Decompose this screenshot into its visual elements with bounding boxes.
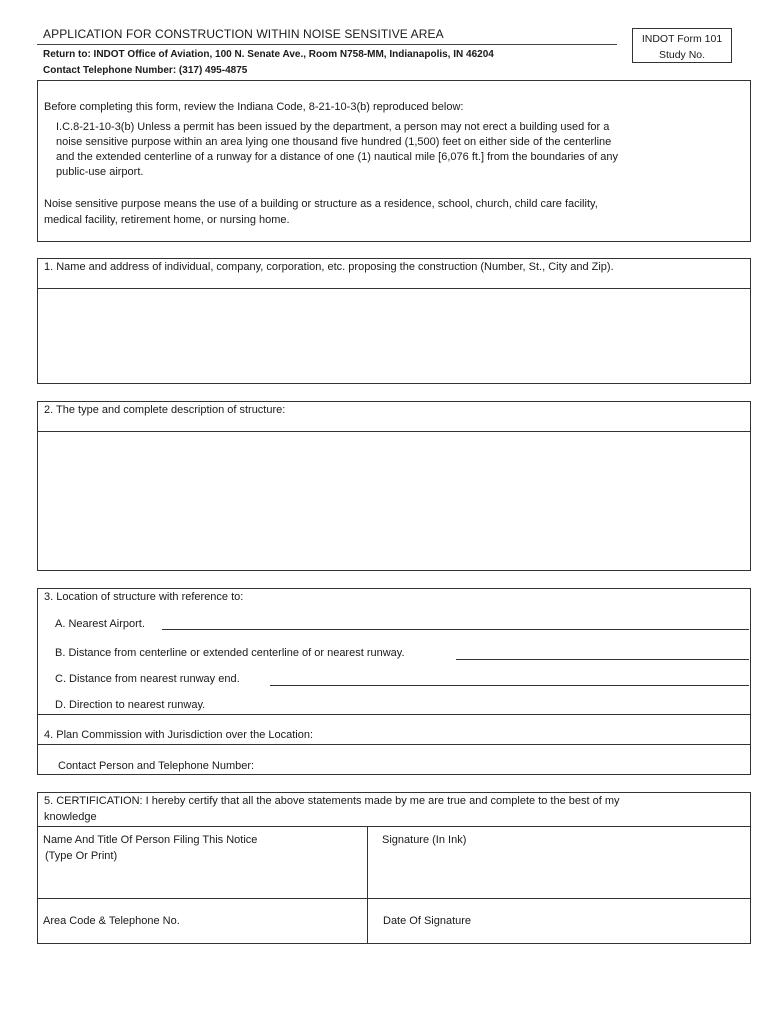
form-title: APPLICATION FOR CONSTRUCTION WITHIN NOISE SENSITIVE AREA [43,27,444,41]
type-print-label: (Type Or Print) [45,850,118,862]
section-3-4-box [37,588,751,775]
section-1-label: 1. Name and address of individual, company, corporation, etc. proposing the construction (Number, St., City and Zip). [44,261,614,273]
phone-label: Area Code & Telephone No. [43,915,180,927]
title-underline [37,44,617,45]
code-line-4: public-use airport. [56,166,144,178]
section-4-label: 4. Plan Commission with Jurisdiction over the Location: [44,729,314,741]
contact-telephone: Contact Telephone Number: (317) 495-4875 [43,65,248,76]
section-1-box [37,258,751,384]
signature-label: Signature (In Ink) [382,834,467,846]
distance-runway-end-field[interactable] [270,685,749,686]
name-title-label: Name And Title Of Person Filing This Notice [43,834,258,846]
direction-runway-label: D. Direction to nearest runway. [55,699,206,711]
section-2-label: 2. The type and complete description of structure: [44,404,286,416]
name-address-field[interactable] [38,289,750,383]
section-4-divider [38,744,750,745]
intro-lead: Before completing this form, review the Indiana Code, 8-21-10-3(b) reproduced below: [44,101,464,113]
structure-description-field[interactable] [38,432,750,570]
code-line-2: noise sensitive purpose within an area lying one thousand five hundred (1,500) feet on either side of the centerline [56,136,612,148]
section-3-4-divider [38,714,750,715]
distance-centerline-field[interactable] [456,659,749,660]
section-5-divider [38,826,750,827]
name-title-field[interactable] [38,868,366,897]
section-3-label: 3. Location of structure with reference to: [44,591,244,603]
certification-line-1: 5. CERTIFICATION: I hereby certify that all the above statements made by me are true and complete to the best of my [44,795,620,807]
nearest-airport-field[interactable] [162,629,749,630]
contact-person-label: Contact Person and Telephone Number: [58,760,255,772]
certification-line-2: knowledge [44,811,97,823]
form-id-box [632,28,732,63]
definition-line-1: Noise sensitive purpose means the use of a building or structure as a residence, school, church, child care facility, [44,198,598,210]
section-5-column-divider [367,826,368,943]
intro-box [37,80,751,242]
form-id: INDOT Form 101 [641,33,723,45]
distance-centerline-label: B. Distance from centerline or extended centerline of or nearest runway. [55,647,405,659]
code-line-3: and the extended centerline of a runway for a distance of one (1) nautical mile [6,076 ft.] from the boundaries of any [56,151,618,163]
nearest-airport-label: A. Nearest Airport. [55,618,145,630]
section-5-box [37,792,751,944]
return-address: Return to: INDOT Office of Aviation, 100 N. Senate Ave., Room N758-MM, Indianapolis, IN 46204 [43,49,494,60]
definition-line-2: medical facility, retirement home, or nursing home. [44,214,290,226]
study-no-label: Study No. [658,49,706,61]
code-line-1: I.C.8-21-10-3(b) Unless a permit has been issued by the department, a person may not erect a building used for a [56,121,610,133]
distance-runway-end-label: C. Distance from nearest runway end. [55,673,240,685]
date-label: Date Of Signature [383,915,472,927]
section-2-box [37,401,751,571]
section-5-row-divider [38,898,750,899]
signature-field[interactable] [369,851,750,897]
